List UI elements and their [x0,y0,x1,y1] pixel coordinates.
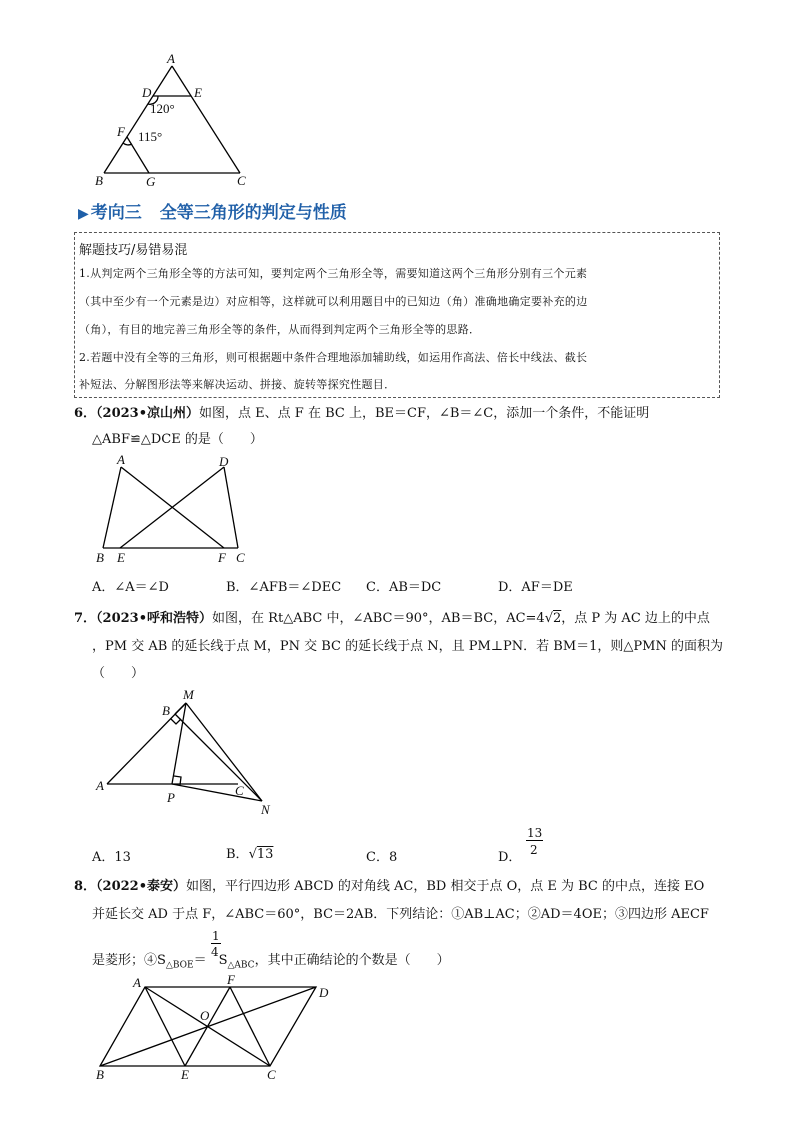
tips-line-1: 1.从判定两个三角形全等的方法可知，要判定两个三角形全等，需要知道这两个三角形分别有三个元素 [79,267,588,280]
q6-option-c: C．AB＝DC [366,580,442,595]
fig1-label-E: E [194,85,202,100]
q7-label-P: P [167,790,175,805]
q6-label-F: F [218,550,226,565]
q6-line-2: △ABF≌△DCE 的是（ ） [92,432,263,447]
q8-label-D: D [319,985,329,1000]
q8-label-E: E [181,1067,189,1082]
q7-label-M: M [183,687,194,702]
q8-frac-numerator: 1 [212,929,220,943]
q7-option-b-prefix: B． [226,847,249,862]
q7-label-A: A [96,778,104,793]
q8-text-1: 如图，平行四边形 ABCD 的对角线 AC，BD 相交于点 O，点 E 为 BC 的中点，连接 EO [186,879,705,894]
fig1-label-A: A [167,51,175,66]
q7-option-b-sqrt-symbol: √ [248,847,257,862]
q7-text-1a: 如图，在 Rt△ABC 中，∠ABC＝90°，AB＝BC，AC=4 [212,611,545,626]
q6-label-C: C [236,550,245,565]
q7-label-B: B [162,703,170,718]
q8-line-2: 并延长交 AD 于点 F，∠ABC＝60°，BC＝2AB．下列结论：①AB⊥AC；②AD＝4OE；③四边形 AECF [92,907,709,922]
q8-label-C: C [267,1067,276,1082]
q6-option-b: B．∠AFB＝∠DEC [226,580,342,595]
section-heading: 全等三角形的判定与性质 [159,203,347,223]
tips-line-5: 补短法、分解图形法等来解决运动、拼接、旋转等探究性题目． [79,378,396,391]
q6-source: （2023•凉山州） [96,406,200,421]
q8-frac-denominator: 4 [211,945,219,959]
q8-equals: ＝ [193,953,207,968]
q6-option-d: D．AF＝DE [498,580,573,595]
q7-sqrt-value: 2 [553,611,562,626]
q8-text-s: S [218,953,228,968]
q7-label-N: N [261,802,270,817]
q7-option-d-prefix: D． [498,850,522,865]
q7-option-d-denominator: 2 [530,843,538,857]
fig1-label-B: B [95,173,103,188]
tips-line-3: （角），有目的地完善三角形全等的条件，从而得到判定两个三角形全等的思路． [79,323,481,336]
q7-option-a: A．13 [92,850,131,865]
q7-option-c: C．8 [366,850,398,865]
q8-source: （2022•泰安） [96,879,187,894]
q6-label-E: E [117,550,125,565]
q7-label-C: C [235,783,244,798]
q8-sub-boe: △BOE [165,960,194,971]
tips-line-4: 2.若题中没有全等的三角形，则可根据题中条件合理地添加辅助线，如运用作高法、倍长中线法、截长 [79,351,588,364]
q7-source: （2023•呼和浩特） [96,611,213,626]
q7-line-2: ，PM 交 AB 的延长线于点 M，PN 交 BC 的延长线于点 N，且 PM⊥PN．若 BM＝1，则△PMN 的面积为 [92,639,723,654]
q8-label-F: F [227,972,235,987]
q6-label-D: D [219,454,229,469]
fig1-label-C: C [237,173,246,188]
q8-line-AE [145,987,185,1066]
q8-sub-abc: △ABC [227,960,255,971]
fig1-label-D: D [142,85,152,100]
triangle-marker-icon: ▶ [78,206,89,222]
q8-label-B: B [96,1067,104,1082]
q8-line-EF [185,987,230,1066]
section-prefix: 考向三 [90,203,142,223]
q7-option-d-numerator: 13 [527,826,543,840]
q8-line-FC [230,987,270,1066]
fig1-angle-115: 115° [138,129,163,144]
q6-label-A: A [117,452,125,467]
q6-text-1: 如图，点 E、点 F 在 BC 上，BE＝CF，∠B＝∠C，添加一个条件，不能证明 [199,406,650,421]
q8-number: 8． [74,879,97,894]
q6-option-a: A．∠A＝∠D [92,580,169,595]
fig1-label-G: G [146,174,156,189]
q8-text-3a: 是菱形；④S [92,953,166,968]
q7-line-3: （ ） [92,666,145,681]
q7-number: 7． [74,611,97,626]
q6-label-B: B [96,550,104,565]
q6-number: 6． [74,406,97,421]
tips-title: 解题技巧/易错易混 [79,243,188,258]
q8-label-A: A [133,975,141,990]
q7-sqrt-symbol: √ [544,611,553,626]
fig1-angle-120: 120° [150,101,175,116]
q7-text-1b: ，点 P 为 AC 边上的中点 [561,611,710,626]
q8-text-3b: ，其中正确结论的个数是（ ） [254,953,450,968]
q7-option-b-sqrt-value: 13 [256,847,274,862]
tips-line-2: （其中至少有一个元素是边）对应相等，这样就可以利用题目中的已知边（角）准确地确定要补充的边 [79,295,588,308]
fig1-label-F: F [117,124,125,139]
q8-label-O: O [200,1008,210,1023]
